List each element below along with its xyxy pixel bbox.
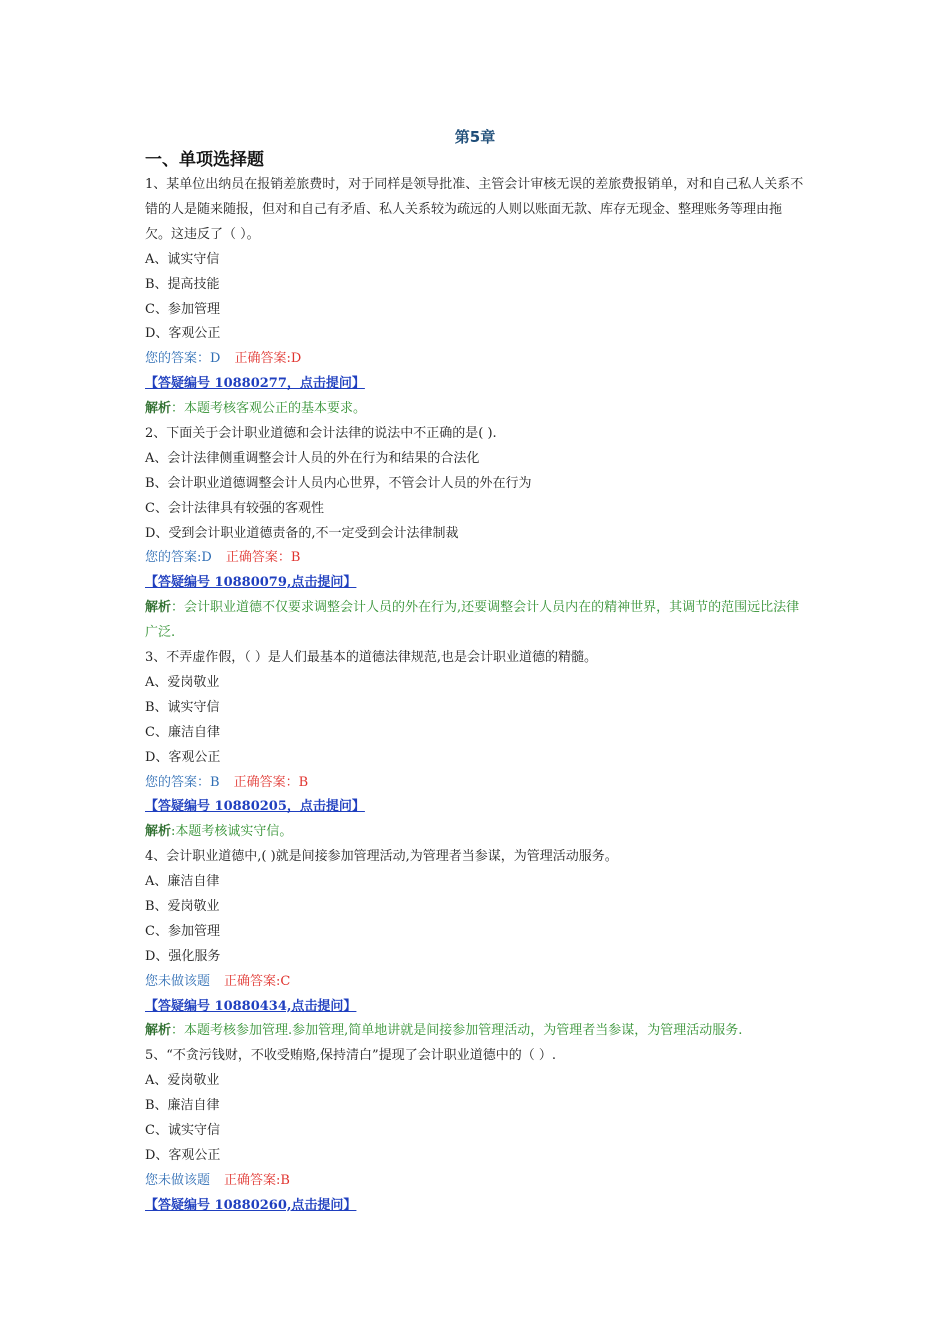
option-c: C、诚实守信 bbox=[145, 1123, 220, 1139]
option-b: B、廉洁自律 bbox=[145, 1098, 220, 1114]
option-d: D、强化服务 bbox=[145, 948, 221, 964]
option-a: A、爱岗敬业 bbox=[145, 1073, 220, 1089]
option-a: A、诚实守信 bbox=[145, 251, 220, 267]
option-b: B、提高技能 bbox=[145, 276, 220, 292]
question-4 bbox=[145, 845, 825, 1044]
option-c: C、会计法律具有较强的客观性 bbox=[145, 500, 324, 516]
answer-row bbox=[145, 970, 825, 995]
analysis-label: 解析 bbox=[145, 824, 172, 840]
correct-answer: 正确答案：B bbox=[233, 774, 309, 790]
your-answer: 您的答案:D bbox=[145, 550, 212, 566]
analysis-text: ：本题考核参加管理.参加管理,简单地讲就是间接参加管理活动，为管理者当参谋，为管理活动服务. bbox=[171, 1023, 743, 1039]
analysis bbox=[145, 397, 805, 422]
your-answer: 您未做该题 bbox=[145, 973, 211, 989]
option-d: D、客观公正 bbox=[145, 1147, 221, 1163]
option-c: C、廉洁自律 bbox=[145, 724, 220, 740]
question-stem: 1、某单位出纳员在报销差旅费时，对于同样是领导批准、主管会计审核无误的差旅费报销单，对和自己私人关系不错的人是随来随报，但对和自己有矛盾、私人关系较为疏远的人则以账面无款、库存无现金、整理账务等理由拖欠。这违反了（ ）。 bbox=[145, 177, 804, 242]
option-b: B、会计职业道德调整会计人员内心世界，不管会计人员的外在行为 bbox=[145, 475, 532, 491]
question-stem: 3、不弄虚作假，（ ）是人们最基本的道德法律规范,也是会计职业道德的精髓。 bbox=[145, 650, 598, 666]
your-answer: 您未做该题 bbox=[145, 1172, 211, 1188]
analysis-label: 解析 bbox=[145, 401, 172, 417]
analysis bbox=[145, 820, 805, 845]
faq-link[interactable]: 【答疑编号 10880277，点击提问】 bbox=[145, 376, 365, 392]
chapter-title: 第5章 bbox=[454, 128, 496, 146]
faq-link[interactable]: 【答疑编号 10880260,点击提问】 bbox=[145, 1197, 357, 1213]
your-answer: 您的答案：D bbox=[145, 351, 221, 367]
faq-row bbox=[145, 571, 825, 596]
correct-answer: 正确答案:D bbox=[234, 351, 302, 367]
faq-link[interactable]: 【答疑编号 10880205，点击提问】 bbox=[145, 799, 365, 815]
option-d: D、客观公正 bbox=[145, 326, 221, 342]
question-stem: 4、会计职业道德中,( )就是间接参加管理活动,为管理者当参谋，为管理活动服务。 bbox=[145, 849, 618, 865]
analysis-text: ：本题考核客观公正的基本要求。 bbox=[171, 401, 367, 417]
question-3 bbox=[145, 646, 825, 845]
option-a: A、廉洁自律 bbox=[145, 874, 220, 890]
section-title: 一、单项选择题 bbox=[145, 150, 264, 170]
faq-link[interactable]: 【答疑编号 10880079,点击提问】 bbox=[145, 575, 357, 591]
analysis-label: 解析 bbox=[145, 600, 172, 616]
option-c: C、参加管理 bbox=[145, 923, 220, 939]
option-c: C、参加管理 bbox=[145, 301, 220, 317]
answer-row bbox=[145, 546, 825, 571]
question-1 bbox=[145, 173, 825, 422]
option-d: D、受到会计职业道德责备的,不一定受到会计法律制裁 bbox=[145, 525, 459, 541]
option-a: A、爱岗敬业 bbox=[145, 674, 220, 690]
answer-row bbox=[145, 771, 825, 796]
analysis-label: 解析 bbox=[145, 1023, 172, 1039]
answer-row bbox=[145, 1169, 825, 1194]
question-2 bbox=[145, 422, 825, 646]
analysis-text: ：会计职业道德不仅要求调整会计人员的外在行为,还要调整会计人员内在的精神世界，其调节的范围远比法律广泛. bbox=[145, 600, 800, 641]
question-stem: 5、“不贪污钱财，不收受贿赂,保持清白”提现了会计职业道德中的（ ）. bbox=[145, 1048, 556, 1064]
answer-row bbox=[145, 347, 825, 372]
content bbox=[145, 126, 825, 1219]
faq-link[interactable]: 【答疑编号 10880434,点击提问】 bbox=[145, 998, 357, 1014]
faq-row bbox=[145, 372, 825, 397]
analysis bbox=[145, 1019, 805, 1044]
analysis bbox=[145, 596, 805, 646]
option-a: A、会计法律侧重调整会计人员的外在行为和结果的合法化 bbox=[145, 450, 480, 466]
option-b: B、诚实守信 bbox=[145, 699, 220, 715]
correct-answer: 正确答案:C bbox=[224, 973, 291, 989]
faq-row bbox=[145, 795, 825, 820]
option-d: D、客观公正 bbox=[145, 749, 221, 765]
your-answer: 您的答案：B bbox=[145, 774, 220, 790]
question-stem: 2、下面关于会计职业道德和会计法律的说法中不正确的是( ). bbox=[145, 425, 497, 441]
faq-row bbox=[145, 1194, 825, 1219]
correct-answer: 正确答案:B bbox=[224, 1172, 290, 1188]
option-b: B、爱岗敬业 bbox=[145, 898, 220, 914]
faq-row bbox=[145, 995, 825, 1020]
correct-answer: 正确答案：B bbox=[225, 550, 301, 566]
analysis-text: :本题考核诚实守信。 bbox=[171, 824, 293, 840]
question-5 bbox=[145, 1044, 825, 1218]
